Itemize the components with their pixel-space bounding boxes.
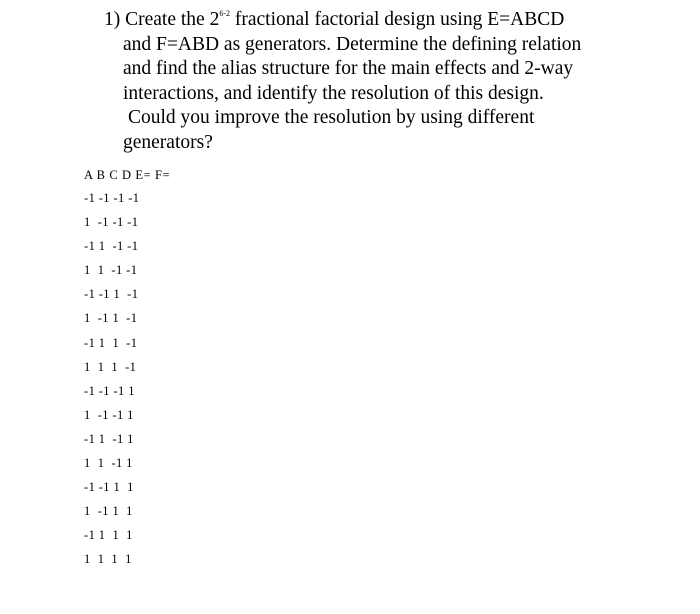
design-table-header: A B C D E= F= — [84, 168, 171, 182]
design-table — [84, 164, 170, 572]
design-table-row: 1 1 -1 1 — [84, 456, 133, 471]
design-table-row: -1 1 1 -1 — [84, 335, 138, 350]
design-table-rows — [84, 186, 170, 572]
design-table-row: -1 -1 1 1 — [84, 480, 134, 495]
exponent-superscript: 6-2 — [219, 9, 230, 18]
design-table-row: 1 -1 1 1 — [84, 504, 133, 519]
question-line-1-start: 1) Create the 2 — [104, 9, 220, 30]
design-table-row: 1 -1 -1 -1 — [84, 215, 139, 230]
question-line-2: and F=ABD as generators. Determine the defining relation — [123, 33, 582, 55]
question-text — [104, 8, 684, 155]
design-table-row: -1 -1 -1 1 — [84, 383, 135, 398]
design-table-row: 1 1 -1 -1 — [84, 263, 138, 278]
question-line-1 — [104, 8, 684, 33]
design-table-row: -1 1 1 1 — [84, 528, 133, 543]
design-table-row: -1 1 -1 1 — [84, 431, 134, 446]
question-line-5: Could you improve the resolution by using different — [128, 107, 535, 128]
design-table-row: 1 -1 1 -1 — [84, 311, 138, 326]
design-table-row: -1 -1 -1 -1 — [84, 191, 140, 205]
design-table-row: -1 1 -1 -1 — [84, 239, 139, 254]
design-table-row: 1 -1 -1 1 — [84, 407, 134, 422]
design-table-row: 1 1 1 -1 — [84, 359, 137, 374]
design-table-row: 1 1 1 1 — [84, 552, 132, 567]
question-line-1-end: fractional factorial design using E=ABCD — [230, 9, 565, 30]
question-line-6: generators? — [123, 131, 213, 153]
question-line-3: and find the alias structure for the main effects and 2-way — [123, 58, 574, 79]
question-line-4: interactions, and identify the resolution of this design. — [123, 82, 544, 104]
design-table-row: -1 -1 1 -1 — [84, 287, 139, 302]
